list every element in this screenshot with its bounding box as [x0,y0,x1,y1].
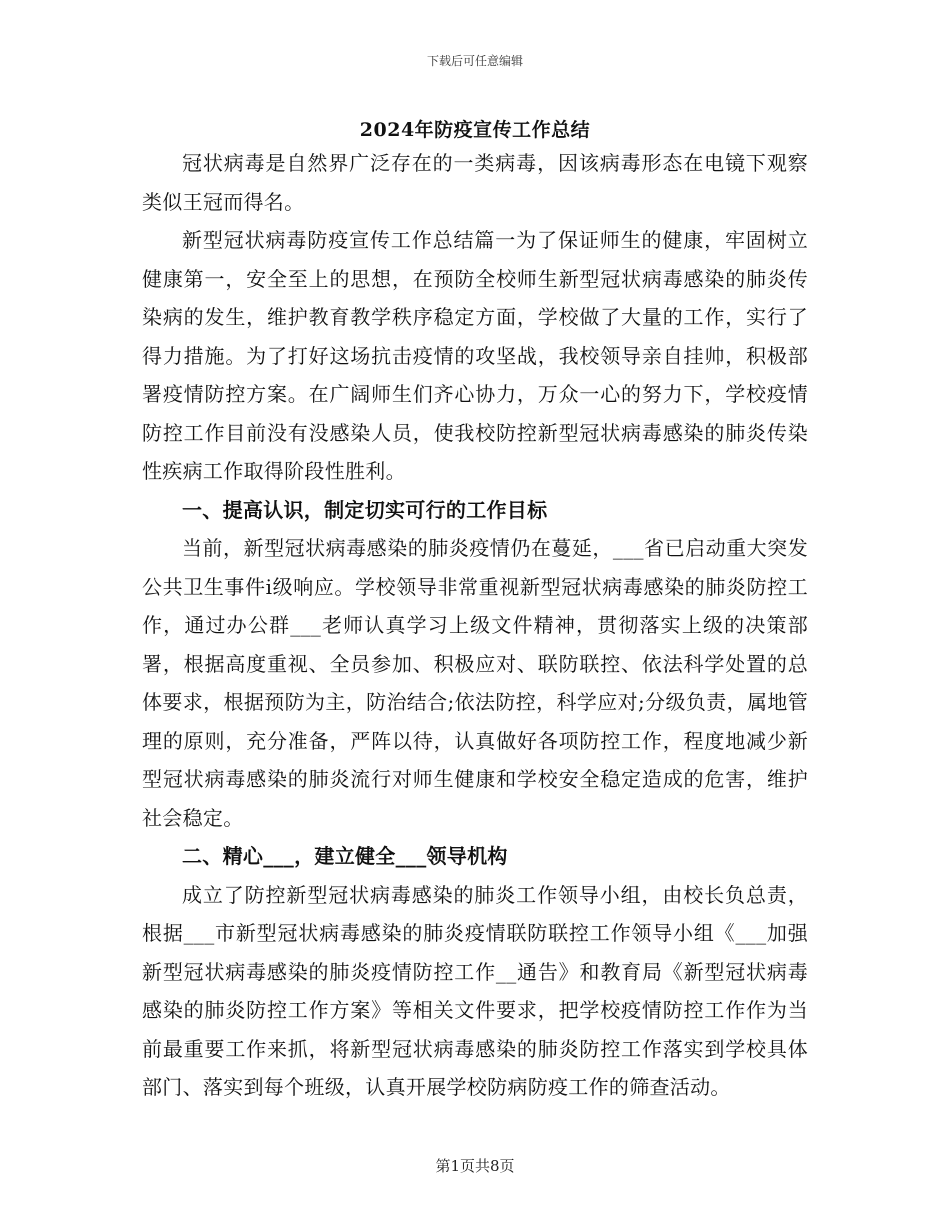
paragraph-summary: 新型冠状病毒防疫宣传工作总结篇一为了保证师生的健康，牢固树立健康第一，安全至上的思想，在预防全校师生新型冠状病毒感染的肺炎传染病的发生，维护教育教学秩序稳定方面，学校做了大量的工作，实行了得力措施。为了打好这场抗击疫情的攻坚战，我校领导亲自挂帅，积极部署疫情防控方案。在广阔师生们齐心协力，万众一心的努力下，学校疫情防控工作目前没有没感染人员，使我校防控新型冠状病毒感染的肺炎传染性疾病工作取得阶段性胜利。 [142,228,808,483]
document-body [142,144,808,1107]
header-note: 下载后可任意编辑 [426,54,523,68]
paragraph-section-1: 当前，新型冠状病毒感染的肺炎疫情仍在蔓延，___省已启动重大突发公共卫生事件i级响应。学校领导非常重视新型冠状病毒感染的肺炎防控工作，通过办公群___老师认真学习上级文件精神，贯彻落实上级的决策部署，根据高度重视、全员参加、积极应对、联防联控、依法科学处置的总体要求，根据预防为主，防治结合;依法防控，科学应对;分级负责，属地管理的原则，充分准备，严阵以待，认真做好各项防控工作，程度地减少新型冠状病毒感染的肺炎流行对师生健康和学校安全稳定造成的危害，维护社会稳定。 [142,536,808,830]
section-heading-1: 一、提高认识，制定切实可行的工作目标 [182,497,548,522]
document-title: 2024年防疫宣传工作总结 [359,119,591,141]
paragraph-section-2: 成立了防控新型冠状病毒感染的肺炎工作领导小组，由校长负总责，根据___市新型冠状病毒感染的肺炎疫情联防联控工作领导小组《___加强新型冠状病毒感染的肺炎疫情防控工作__通告》和教育局《新型冠状病毒感染的肺炎防控工作方案》等相关文件要求，把学校疫情防控工作作为当前最重要工作来抓，将新型冠状病毒感染的肺炎防控工作落实到学校具体部门、落实到每个班级，认真开展学校防病防疫工作的筛查活动。 [142,882,808,1099]
paragraph-intro: 冠状病毒是自然界广泛存在的一类病毒，因该病毒形态在电镜下观察类似王冠而得名。 [142,151,808,214]
section-heading-2: 二、精心___，建立健全___领导机构 [182,844,508,868]
page-indicator: 第1页共8页 [435,1157,515,1175]
